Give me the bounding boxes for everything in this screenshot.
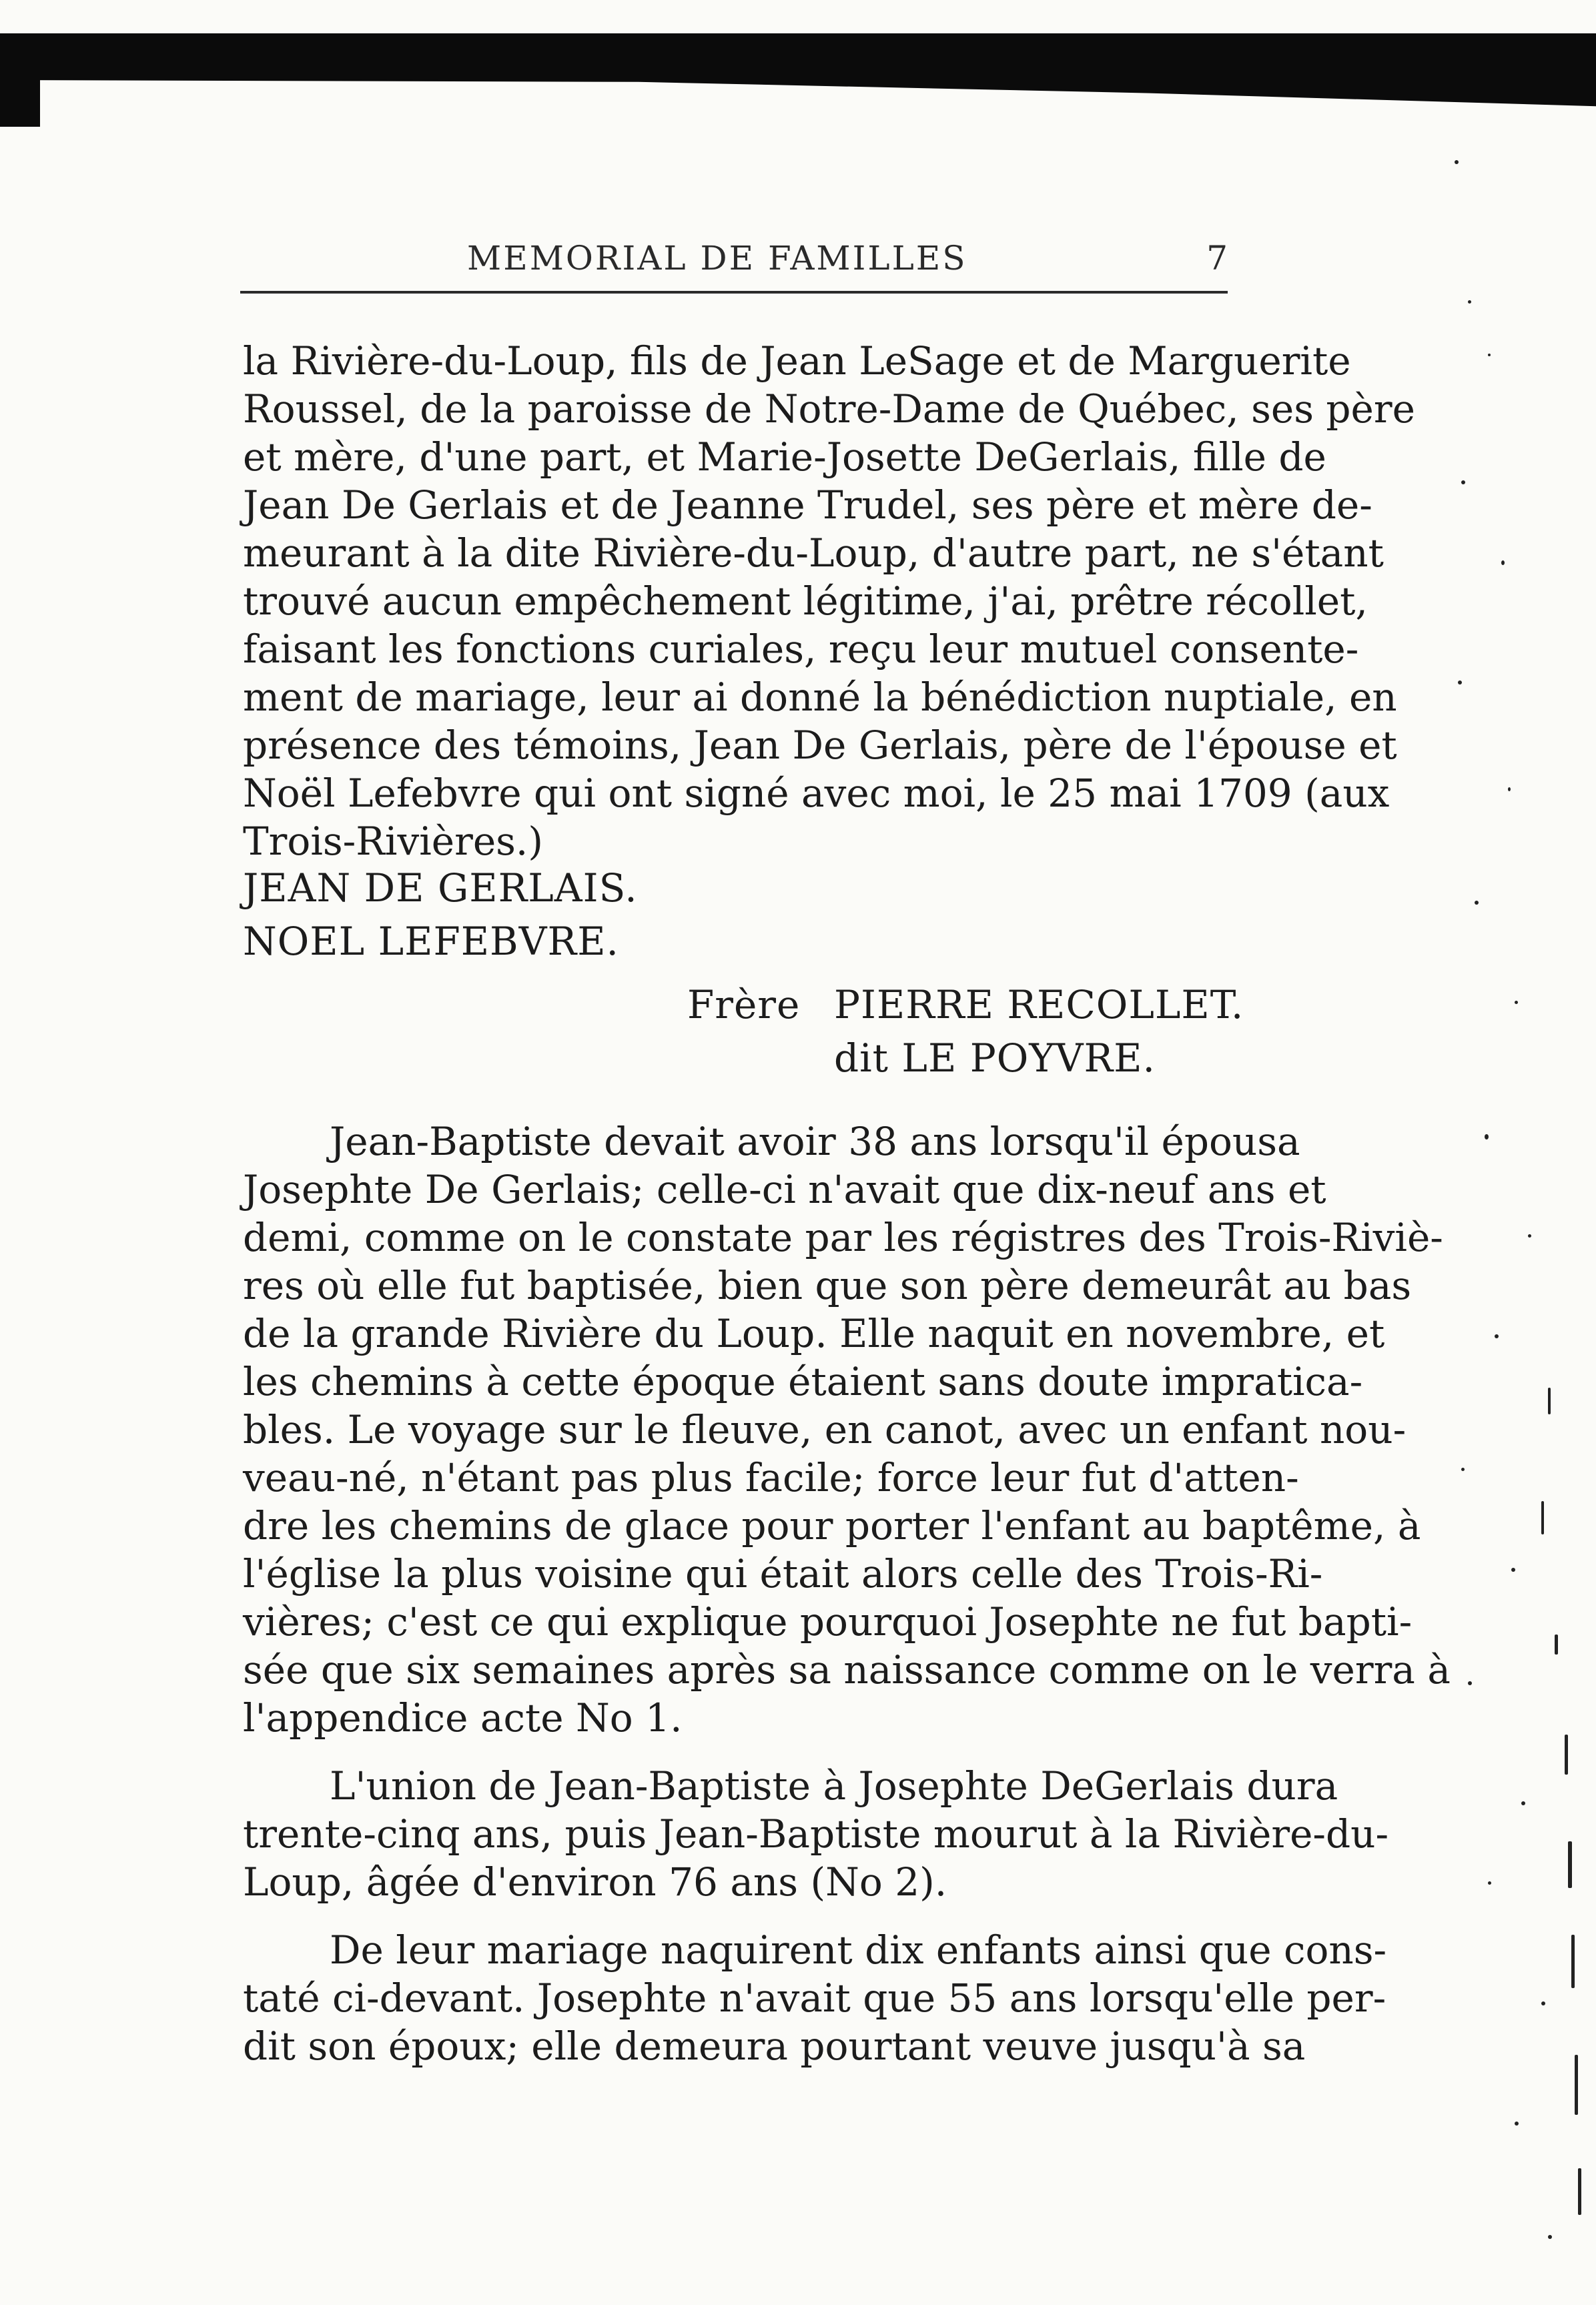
text-line: demi, comme on le constate par les régistres des Trois-Riviè- — [243, 1215, 1443, 1260]
text-line: les chemins à cette époque étaient sans doute impratica- — [243, 1359, 1363, 1404]
page-body-continued — [243, 1117, 1451, 2070]
signature-noel-lefebvre: NOEL LEFEBVRE. — [243, 919, 619, 964]
page-number: 7 — [1206, 239, 1228, 278]
scan-edge-shadow-corner — [0, 80, 40, 127]
running-header-title: MEMORIAL DE FAMILLES — [467, 239, 967, 278]
text-line: res où elle fut baptisée, bien que son père demeurât au bas — [243, 1263, 1412, 1308]
text-line: Jean-Baptiste devait avoir 38 ans lorsqu'il épousa — [330, 1119, 1300, 1164]
scan-edge-shadow — [0, 33, 1596, 127]
text-line: faisant les fonctions curiales, reçu leur mutuel consente- — [243, 626, 1359, 672]
page-body — [243, 337, 1415, 865]
text-line: veau-né, n'étant pas plus facile; force leur fut d'atten- — [243, 1455, 1299, 1500]
text-line: présence des témoins, Jean De Gerlais, père de l'épouse et — [243, 723, 1397, 768]
text-line: taté ci-devant. Josephte n'avait que 55 ans lorsqu'elle per- — [243, 1975, 1386, 2021]
text-line: vières; c'est ce qui explique pourquoi Josephte ne fut bapti- — [243, 1599, 1413, 1645]
text-line: Trois-Rivières.) — [243, 819, 543, 864]
text-line: Jean De Gerlais et de Jeanne Trudel, ses père et mère de- — [243, 482, 1372, 528]
text-line: trouvé aucun empêchement légitime, j'ai, prêtre récollet, — [243, 578, 1368, 624]
text-line: Loup, âgée d'environ 76 ans (No 2). — [243, 1859, 947, 1905]
paragraph-marriage-record — [243, 337, 1415, 865]
text-line: bles. Le voyage sur le fleuve, en canot, avec un enfant nou- — [243, 1407, 1407, 1452]
text-line: dit son époux; elle demeura pourtant veuve jusqu'à sa — [243, 2023, 1306, 2069]
signature-frere-label: Frère — [687, 982, 801, 1027]
signature-alias: dit LE POYVRE. — [834, 1035, 1156, 1081]
signature-pierre-recollet: PIERRE RECOLLET. — [834, 982, 1244, 1027]
text-line: De leur mariage naquirent dix enfants ainsi que cons- — [330, 1927, 1387, 1973]
text-line: Roussel, de la paroisse de Notre-Dame de Québec, ses père — [243, 386, 1415, 432]
text-line: Josephte De Gerlais; celle-ci n'avait que dix-neuf ans et — [243, 1167, 1326, 1212]
header-rule — [240, 291, 1228, 294]
text-line: dre les chemins de glace pour porter l'enfant au baptême, à — [243, 1503, 1421, 1548]
paragraph-jean-baptiste — [243, 1117, 1451, 1742]
signature-jean-de-gerlais: JEAN DE GERLAIS. — [243, 865, 638, 911]
paragraph-children — [243, 1926, 1387, 2070]
text-line: L'union de Jean-Baptiste à Josephte DeGerlais dura — [330, 1763, 1338, 1809]
text-line: la Rivière-du-Loup, fils de Jean LeSage et de Marguerite — [243, 338, 1351, 384]
text-line: et mère, d'une part, et Marie-Josette DeGerlais, fille de — [243, 434, 1326, 480]
paragraph-union — [243, 1762, 1389, 1906]
text-line: de la grande Rivière du Loup. Elle naquit en novembre, et — [243, 1311, 1385, 1356]
running-header — [240, 239, 1228, 279]
text-line: l'église la plus voisine qui était alors celle des Trois-Ri- — [243, 1551, 1323, 1596]
text-line: sée que six semaines après sa naissance comme on le verra à — [243, 1647, 1451, 1693]
text-line: Noël Lefebvre qui ont signé avec moi, le 25 mai 1709 (aux — [243, 771, 1390, 816]
text-line: trente-cinq ans, puis Jean-Baptiste mourut à la Rivière-du- — [243, 1811, 1389, 1857]
text-line: meurant à la dite Rivière-du-Loup, d'autre part, ne s'étant — [243, 530, 1384, 576]
text-line: ment de mariage, leur ai donné la bénédiction nuptiale, en — [243, 674, 1397, 720]
scan-noise-margin — [1448, 133, 1596, 2305]
text-line: l'appendice acte No 1. — [243, 1695, 683, 1741]
